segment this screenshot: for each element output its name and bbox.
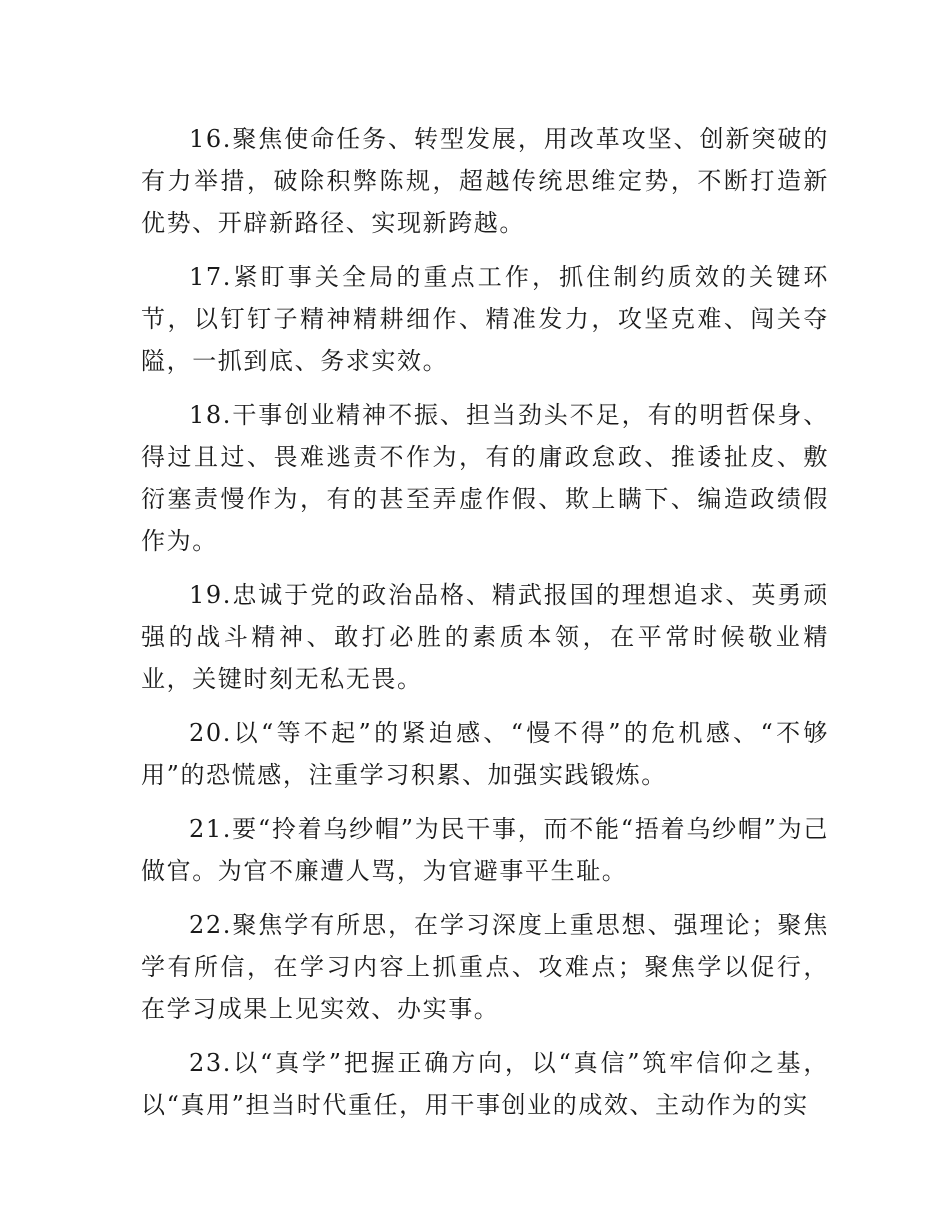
paragraph-22: 22.聚焦学有所思，在学习深度上重思想、强理论；聚焦学有所信，在学习内容上抓重点、攻难点；聚焦学以促行，在学习成果上见实效、办实事。 — [141, 911, 829, 1023]
paragraph-21: 21.要“拎着乌纱帽”为民干事，而不能“捂着乌纱帽”为己做官。为官不廉遭人骂，为官避事平生耻。 — [141, 815, 829, 885]
paragraph-18: 18.干事创业精神不振、担当劲头不足，有的明哲保身、得过且过、畏难逃责不作为，有的庸政怠政、推诿扯皮、敷衍塞责慢作为，有的甚至弄虚作假、欺上瞒下、编造政绩假作为。 — [141, 401, 829, 555]
paragraph-19: 19.忠诚于党的政治品格、精武报国的理想追求、英勇顽强的战斗精神、敢打必胜的素质本领，在平常时候敬业精业，关键时刻无私无畏。 — [141, 581, 829, 693]
paragraph-17: 17.紧盯事关全局的重点工作，抓住制约质效的关键环节，以钉钉子精神精耕细作、精准发力，攻坚克难、闯关夺隘，一抓到底、务求实效。 — [141, 263, 829, 375]
paragraph-16: 16.聚焦使命任务、转型发展，用改革攻坚、创新突破的有力举措，破除积弊陈规，超越传统思维定势，不断打造新优势、开辟新路径、实现新跨越。 — [141, 125, 829, 237]
paragraph-20: 20.以“等不起”的紧迫感、“慢不得”的危机感、“不够用”的恐慌感，注重学习积累、加强实践锻炼。 — [141, 719, 829, 789]
document-body — [141, 118, 829, 1138]
paragraph-23: 23.以“真学”把握正确方向，以“真信”筑牢信仰之基，以“真用”担当时代重任，用干事创业的成效、主动作为的实 — [141, 1049, 829, 1119]
